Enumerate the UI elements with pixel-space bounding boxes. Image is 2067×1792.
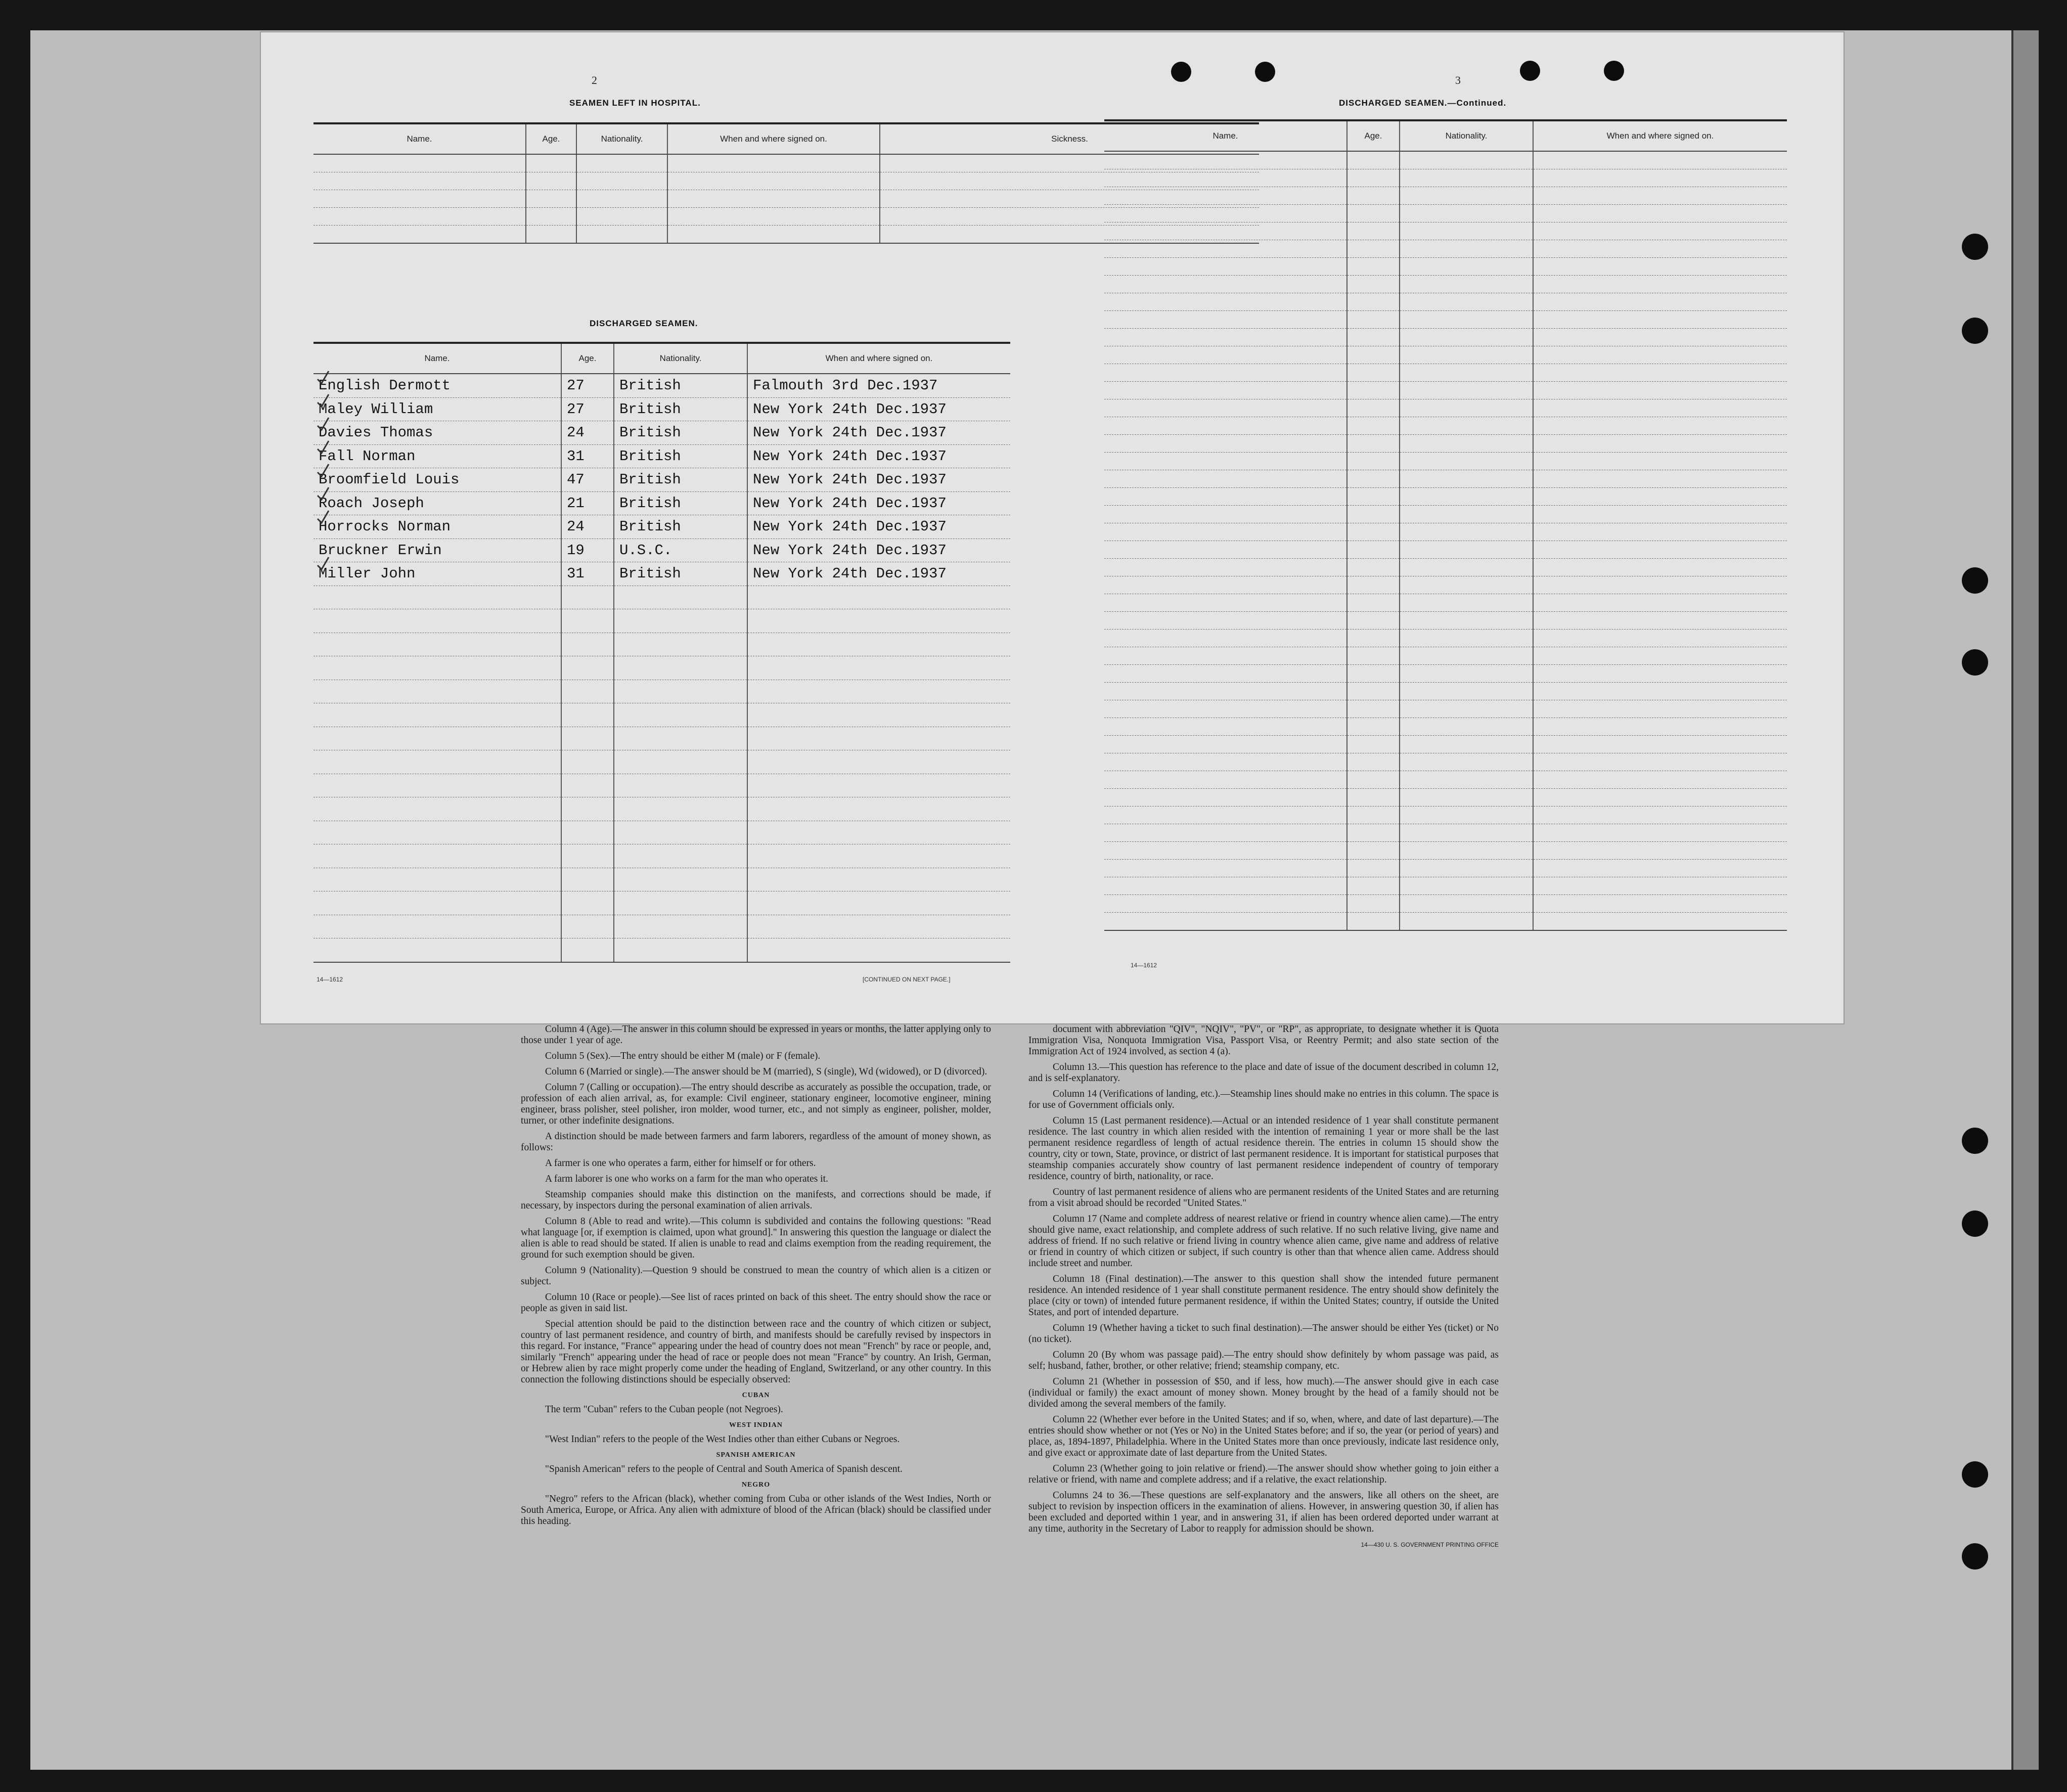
instruction-paragraph: Column 8 (Able to read and write).—This column is subdivided and contains the following questions: "Read what language [or, if exemption is claimed, upon what ground]." In answering this question the language or dialect the alien is able to read should be stated. If alien is unable to read and claims exemption from the reading requirement, the ground for such exemption should be given. <box>521 1216 991 1260</box>
table-row <box>313 938 1010 962</box>
table-row <box>1104 895 1787 913</box>
table-row <box>313 656 1010 680</box>
table-row <box>313 421 1010 445</box>
instruction-paragraph: Column 6 (Married or single).—The answer should be M (married), S (single), Wd (widowed), or D (divorced). <box>545 1066 987 1077</box>
definition-text: "West Indian" refers to the people of the West Indies other than either Cubans or Negroes. <box>545 1434 900 1445</box>
seaman-nationality: U.S.C. <box>614 539 747 562</box>
table-row <box>1104 453 1787 470</box>
seaman-age: 21 <box>561 491 614 515</box>
table-row <box>1104 293 1787 311</box>
table-row <box>1104 399 1787 417</box>
seaman-age: 27 <box>561 397 614 421</box>
instruction-paragraph: Column 20 (By whom was passage paid).—The entry should show definitely by whom passage was paid, as self; husband, father, brother, or other relative; friend; steamship company, etc. <box>1028 1350 1499 1371</box>
table-row <box>1104 612 1787 630</box>
table-row <box>1104 718 1787 736</box>
column-header: Age. <box>1347 120 1400 151</box>
definition-text: The term "Cuban" refers to the Cuban people (not Negroes). <box>545 1404 783 1415</box>
instruction-paragraph: Column 18 (Final destination).—The answer to this question shall show the intended future permanent residence. An intended residence of 1 year shall constitute permanent residence. The entry should show definitely the place (city or town) of intended future permanent residence, if within the United States; country, if outside the United States, and port of intended departure. <box>1028 1274 1499 1318</box>
table-row <box>1104 913 1787 931</box>
seaman-nationality: British <box>614 421 747 445</box>
table-row <box>1104 222 1787 240</box>
instruction-paragraph: Column 21 (Whether in possession of $50, and if less, how much).—The answer should give in each case (individual or family) the exact amount of money shown. Money brought by the head of a family should not be divided among the several members of the family. <box>1028 1376 1499 1409</box>
table-row <box>313 703 1010 727</box>
table-row <box>1104 647 1787 665</box>
table-row <box>1104 594 1787 612</box>
seaman-name: Horrocks Norman <box>313 515 561 539</box>
table-row <box>313 609 1010 633</box>
seaman-age: 27 <box>561 374 614 397</box>
table-row <box>313 562 1010 586</box>
table-row <box>313 680 1010 703</box>
table-row <box>1104 258 1787 276</box>
table-row <box>1104 435 1787 453</box>
printer-mark: 14—430 U. S. GOVERNMENT PRINTING OFFICE <box>1361 1541 1499 1548</box>
table-row <box>313 515 1010 539</box>
table-row <box>313 868 1010 891</box>
seaman-signed-on: New York 24th Dec.1937 <box>747 421 1010 445</box>
form-sheet <box>261 32 1844 1023</box>
punch-hole <box>1604 61 1624 81</box>
table-row <box>1104 151 1787 169</box>
table-row <box>1104 771 1787 789</box>
table-row <box>313 491 1010 515</box>
table-row <box>1104 559 1787 576</box>
instruction-paragraph: Column 22 (Whether ever before in the United States; and if so, when, where, and date of last departure).—The entries should show whether or not (Yes or No) in the United States before; and if so, the year (or period of years) and place, as, 1894-1897, Philadelphia. Where in the United States more than once previously, indicate last residence only, and give exact or approximate date of last departure from the United States. <box>1028 1414 1499 1458</box>
seaman-nationality: British <box>614 374 747 397</box>
seaman-nationality: British <box>614 444 747 468</box>
table-row <box>313 915 1010 938</box>
seaman-nationality: British <box>614 515 747 539</box>
table-row <box>1104 523 1787 541</box>
table-row <box>313 891 1010 915</box>
table-row <box>313 797 1010 821</box>
seaman-age: 47 <box>561 468 614 492</box>
instruction-paragraph: A farmer is one who operates a farm, either for himself or for others. <box>545 1158 816 1169</box>
instruction-paragraph: Special attention should be paid to the distinction between race and the country of which citizen or subject, country of last permanent residence, and country of birth, and manifests should be carefully revised by inspectors in this regard. For instance, "France" appearing under the head of country does not mean "French" by race or people, and, similarly "French" appearing under the head of race or people does not mean "France" by country. An Irish, German, or Hebrew alien by race might properly come under the heading of England, Switzerland, or any other country. In this connection the following distinctions should be especially observed: <box>521 1319 991 1385</box>
table-row <box>1104 205 1787 222</box>
table-row <box>1104 470 1787 488</box>
seaman-name: Davies Thomas <box>313 421 561 445</box>
seaman-age: 19 <box>561 539 614 562</box>
form-code-right: 14—1612 <box>1131 962 1157 969</box>
table-row <box>1104 860 1787 877</box>
punch-hole <box>1962 1128 1988 1154</box>
table-row <box>313 397 1010 421</box>
page-number-left: 2 <box>592 74 597 86</box>
punch-hole <box>1962 1543 1988 1570</box>
punch-hole <box>1962 1211 1988 1237</box>
punch-hole <box>1962 567 1988 594</box>
seaman-signed-on: Falmouth 3rd Dec.1937 <box>747 374 1010 397</box>
table-row <box>313 844 1010 868</box>
definition-heading: CUBAN <box>742 1392 770 1399</box>
instruction-paragraph: Column 17 (Name and complete address of nearest relative or friend in country whence alien came).—The entry should give name, exact relationship, and complete address of such relative. If no such relative living, give name and address of friend. If no such relative or friend living in country whence alien came, give name and address of relative or friend in country of which citizen or subject, if such country is other than that whence alien came. Address should include street and number. <box>1028 1214 1499 1269</box>
table-row <box>313 821 1010 844</box>
continued-note: [CONTINUED ON NEXT PAGE.] <box>863 976 951 983</box>
table-row <box>1104 346 1787 364</box>
punch-hole <box>1962 318 1988 344</box>
table-row <box>1104 541 1787 559</box>
seaman-age: 24 <box>561 515 614 539</box>
seaman-signed-on: New York 24th Dec.1937 <box>747 444 1010 468</box>
seaman-signed-on: New York 24th Dec.1937 <box>747 562 1010 586</box>
table-row <box>1104 276 1787 293</box>
definition-text: "Negro" refers to the African (black), whether coming from Cuba or other islands of the West Indies, North or South America, Europe, or Africa. Any alien with admixture of blood of the African (black) should be classified under this heading. <box>521 1494 991 1527</box>
seaman-name: English Dermott <box>313 374 561 397</box>
column-header: Name. <box>1104 120 1347 151</box>
seaman-signed-on: New York 24th Dec.1937 <box>747 397 1010 421</box>
form-code-left: 14—1612 <box>317 976 343 983</box>
column-header: Nationality. <box>614 343 747 374</box>
instruction-paragraph: A farm laborer is one who works on a farm for the man who operates it. <box>545 1174 828 1184</box>
seaman-name: Roach Joseph <box>313 491 561 515</box>
instruction-paragraph: Column 19 (Whether having a ticket to such final destination).—The answer should be either Yes (ticket) or No (no ticket). <box>1028 1323 1499 1345</box>
column-header: Name. <box>313 343 561 374</box>
column-header: When and where signed on. <box>747 343 1010 374</box>
table-row <box>1104 877 1787 895</box>
definition-text: "Spanish American" refers to the people of Central and South America of Spanish descent. <box>545 1464 903 1474</box>
table-row <box>1104 683 1787 700</box>
table-row <box>1104 665 1787 683</box>
table-row <box>313 444 1010 468</box>
column-header: Sickness. <box>880 123 1259 154</box>
table-row <box>313 374 1010 397</box>
seaman-signed-on: New York 24th Dec.1937 <box>747 539 1010 562</box>
table-row <box>1104 700 1787 718</box>
definition-heading: SPANISH AMERICAN <box>716 1451 796 1459</box>
instruction-paragraph: Column 13.—This question has reference to the place and date of issue of the document described in column 12, and is self-explanatory. <box>1028 1062 1499 1084</box>
seaman-signed-on: New York 24th Dec.1937 <box>747 491 1010 515</box>
definition-heading: NEGRO <box>741 1481 771 1489</box>
column-header: Age. <box>561 343 614 374</box>
page-number-right: 3 <box>1455 74 1461 86</box>
table-row <box>313 468 1010 492</box>
discharged-section-title: DISCHARGED SEAMEN. <box>590 319 698 328</box>
table-row <box>1104 364 1787 382</box>
instruction-paragraph: Column 23 (Whether going to join relative or friend).—The answer should show whether going to join either a relative or friend, with name and complete address; and if a relative, the exact relationship. <box>1028 1463 1499 1485</box>
seaman-name: Bruckner Erwin <box>313 539 561 562</box>
instruction-paragraph: Country of last permanent residence of aliens who are permanent residents of the United States and are returning from a visit abroad should be recorded "United States." <box>1028 1187 1499 1208</box>
instruction-paragraph: Column 9 (Nationality).—Question 9 should be construed to mean the country of which alien is a citizen or subject. <box>521 1265 991 1287</box>
seaman-age: 24 <box>561 421 614 445</box>
punch-hole <box>1962 234 1988 260</box>
table-row <box>1104 240 1787 258</box>
table-row <box>1104 736 1787 753</box>
seaman-age: 31 <box>561 444 614 468</box>
table-row <box>313 750 1010 774</box>
table-row <box>313 727 1010 750</box>
binder-strip <box>2011 30 2039 1770</box>
definition-heading: WEST INDIAN <box>729 1421 783 1429</box>
table-row <box>1104 329 1787 346</box>
instruction-paragraph: Column 7 (Calling or occupation).—The entry should describe as accurately as possible the occupation, trade, or profession of each alien arrival, as, for example: Civil engineer, stationary engineer, locomotive engineer, mining engineer, brass polisher, steel polisher, iron molder, wood turner, etc., and not simply as engineer, polisher, molder, turner, or other indefinite designations. <box>521 1082 991 1126</box>
seaman-signed-on: New York 24th Dec.1937 <box>747 515 1010 539</box>
instruction-paragraph: Steamship companies should make this distinction on the manifests, and corrections should be made, if necessary, by inspectors during the personal examination of alien arrivals. <box>521 1189 991 1211</box>
seaman-name: Maley William <box>313 397 561 421</box>
table-row <box>1104 311 1787 329</box>
table-row <box>1104 807 1787 824</box>
table-row <box>1104 488 1787 506</box>
seaman-name: Fall Norman <box>313 444 561 468</box>
column-header: Nationality. <box>1400 120 1533 151</box>
column-header: Nationality. <box>576 123 667 154</box>
seaman-age: 31 <box>561 562 614 586</box>
table-row <box>313 539 1010 562</box>
table-row <box>1104 169 1787 187</box>
table-row <box>1104 506 1787 523</box>
checkmark-icons <box>313 364 339 597</box>
table-row <box>313 633 1010 656</box>
punch-hole <box>1962 1461 1988 1488</box>
seaman-name: Miller John <box>313 562 561 586</box>
seaman-nationality: British <box>614 491 747 515</box>
instruction-paragraph: Column 10 (Race or people).—See list of races printed on back of this sheet. The entry should show the race or people as given in said list. <box>521 1292 991 1314</box>
table-row <box>1104 187 1787 205</box>
instruction-paragraph: Column 5 (Sex).—The entry should be either M (male) or F (female). <box>545 1051 821 1061</box>
table-row <box>1104 789 1787 807</box>
punch-hole <box>1171 62 1191 82</box>
instruction-paragraph: Column 4 (Age).—The answer in this column should be expressed in years or months, the latter applying only to those under 1 year of age. <box>521 1024 991 1046</box>
table-row <box>1104 824 1787 842</box>
seaman-name: Broomfield Louis <box>313 468 561 492</box>
discharged-table <box>313 342 1010 963</box>
table-row <box>1104 382 1787 399</box>
table-row <box>313 774 1010 797</box>
seaman-nationality: British <box>614 468 747 492</box>
instructions-right-column <box>1028 1024 1499 1550</box>
column-header: When and where signed on. <box>1533 120 1787 151</box>
discharged-continued-table <box>1104 119 1787 931</box>
table-row <box>1104 630 1787 647</box>
table-row <box>1104 842 1787 860</box>
instruction-paragraph: Columns 24 to 36.—These questions are self-explanatory and the answers, like all others on the sheet, are subject to revision by inspection officers in the examination of aliens. However, in answering question 30, if alien has been excluded and deported within 1 year, and in answering 31, if alien has been ordered deported under warrant at any time, authority in the Secretary of Labor to reapply for admission should be shown. <box>1028 1490 1499 1534</box>
instruction-paragraph: document with abbreviation "QIV", "NQIV", "PV", or "RP", as appropriate, to designate whether it is Quota Immigration Visa, Nonquota Immigration Visa, Passport Visa, or Reentry Permit; and also state section of the Immigration Act of 1924 involved, as section 4 (a). <box>1028 1024 1499 1057</box>
column-header: Age. <box>526 123 576 154</box>
seaman-nationality: British <box>614 397 747 421</box>
punch-hole <box>1962 649 1988 676</box>
table-row <box>1104 417 1787 435</box>
table-row <box>313 586 1010 609</box>
seaman-signed-on: New York 24th Dec.1937 <box>747 468 1010 492</box>
hospital-section-title: SEAMEN LEFT IN HOSPITAL. <box>569 98 701 108</box>
right-section-title: DISCHARGED SEAMEN.—Continued. <box>1339 98 1507 108</box>
table-row <box>1104 753 1787 771</box>
instruction-paragraph: Column 15 (Last permanent residence).—Actual or an intended residence of 1 year shall constitute permanent residence. The last country in which alien resided with the intention of remaining 1 year or more shall be the last permanent residence regardless of length of actual residence therein. The entries in column 15 should show the country, city or town, State, province, or district of last permanent residence. It is important for statistical purposes that steamship companies accurately show country of last permanent residence independent of country of temporary residence, country of birth, nationality, or race. <box>1028 1115 1499 1182</box>
punch-hole <box>1255 62 1275 82</box>
column-header: When and where signed on. <box>667 123 880 154</box>
table-row <box>1104 576 1787 594</box>
seaman-nationality: British <box>614 562 747 586</box>
instruction-paragraph: Column 14 (Verifications of landing, etc.).—Steamship lines should make no entries in this column. The space is for use of Government officials only. <box>1028 1089 1499 1110</box>
punch-hole <box>1520 61 1540 81</box>
instruction-paragraph: A distinction should be made between farmers and farm laborers, regardless of the amount of money shown, as follows: <box>521 1131 991 1153</box>
column-header: Name. <box>313 123 526 154</box>
instructions-left-column <box>521 1024 991 1532</box>
